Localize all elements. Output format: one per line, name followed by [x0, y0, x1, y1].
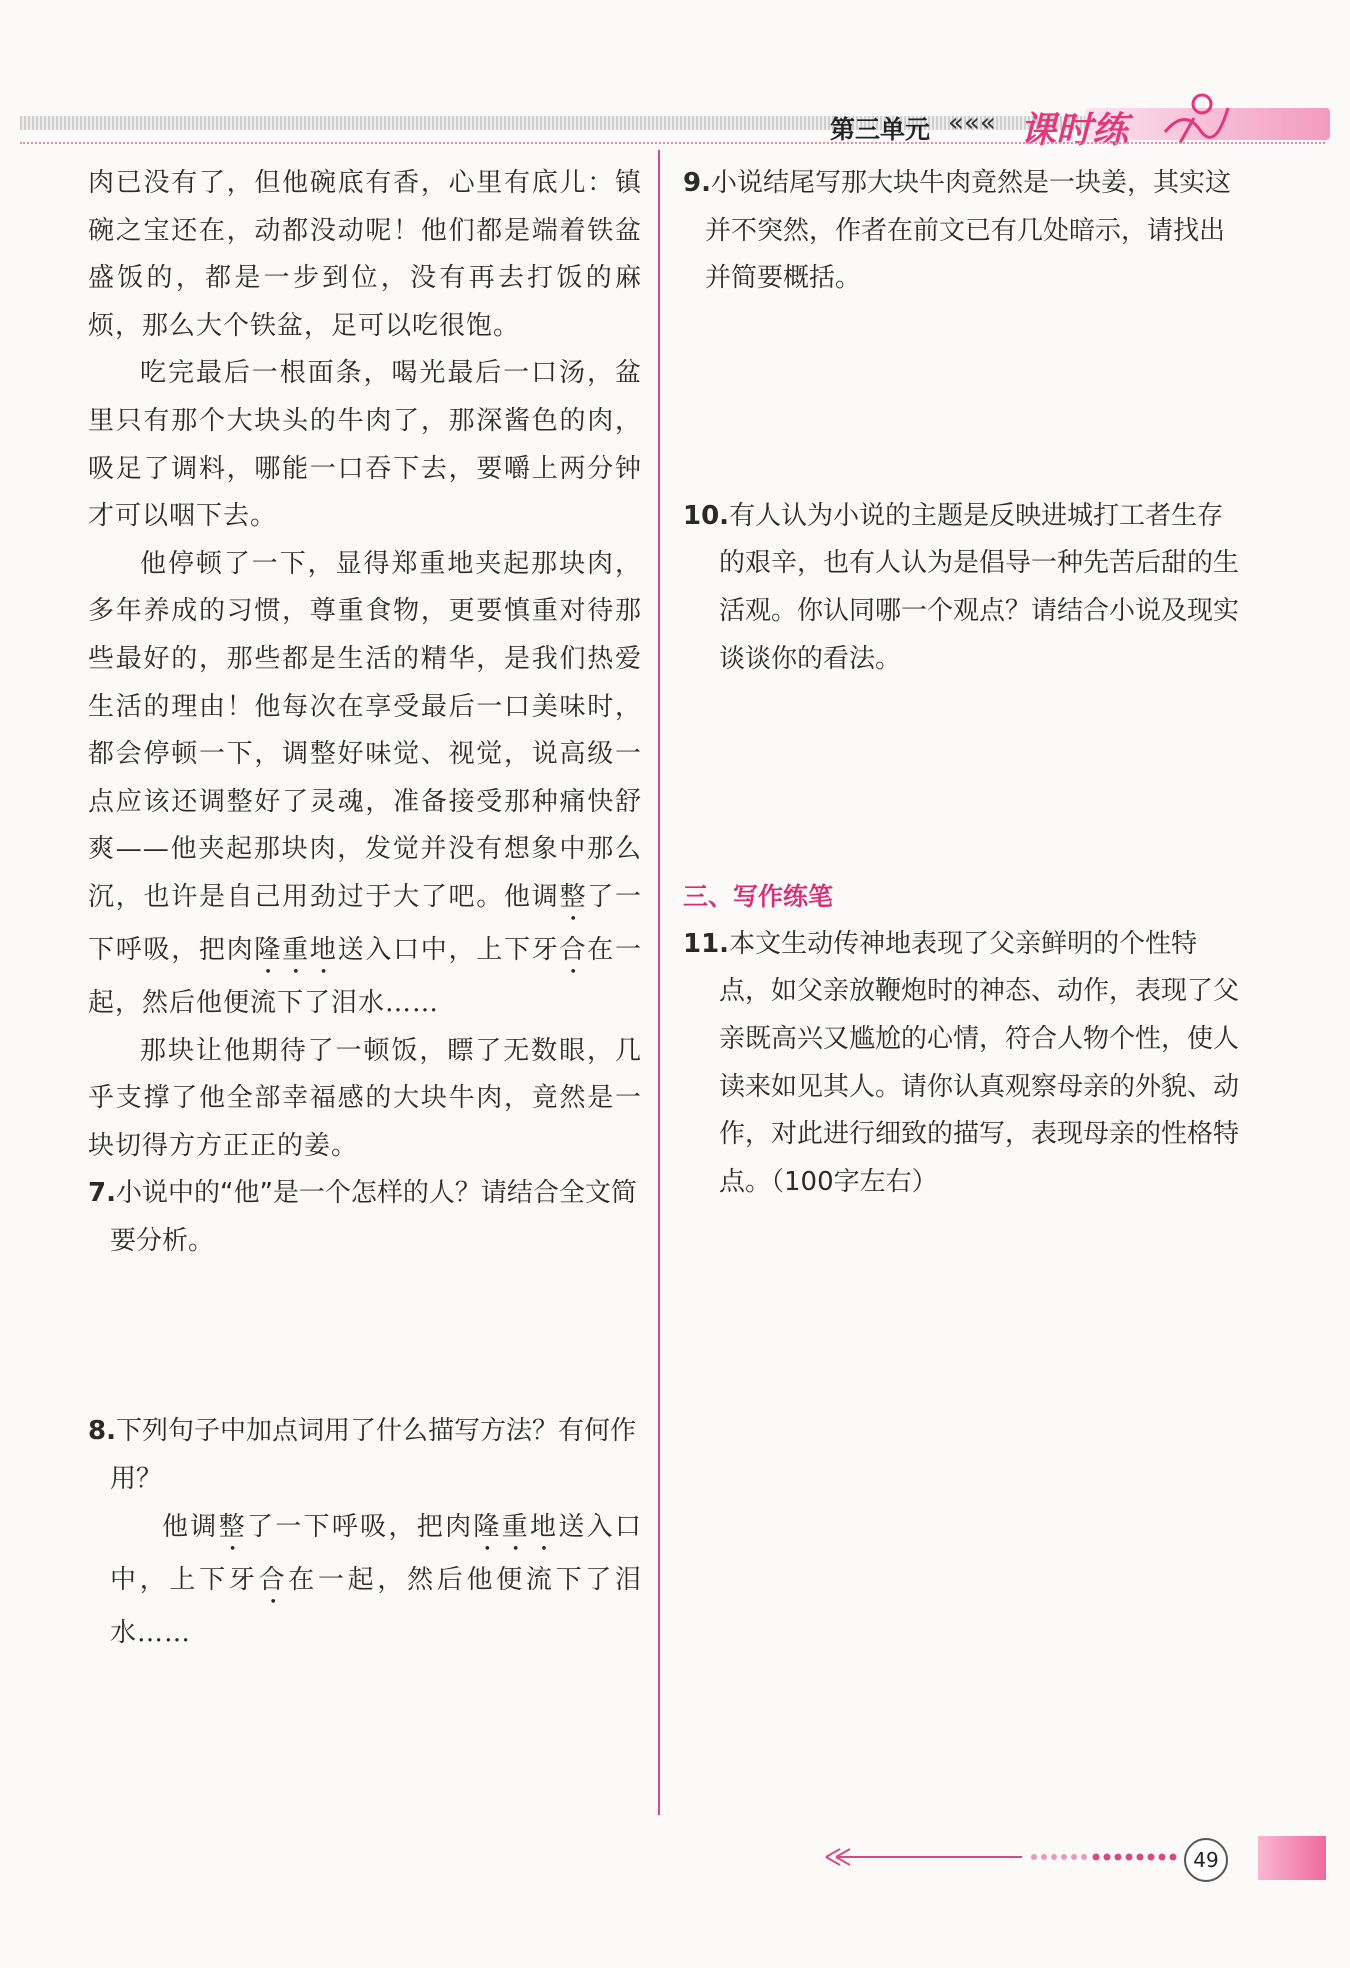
star-swirl-icon [1160, 88, 1230, 148]
q8-text-b: 了一下呼吸，把肉 [246, 1511, 474, 1542]
question-10-number: 10. [683, 500, 730, 531]
answer-space-9[interactable] [683, 303, 1243, 493]
question-7-number: 7. [88, 1178, 116, 1209]
question-7-text: 小说中的“他”是一个怎样的人？请结合全文简要分析。 [110, 1178, 637, 1256]
answer-space-11[interactable] [683, 1206, 1243, 1726]
question-9-text: 小说结尾写那大块牛肉竟然是一块姜，其实这并不突然，作者在前文已有几处暗示，请找出并简要概括。 [705, 168, 1231, 294]
story-paragraph-2: 吃完最后一根面条，喝光最后一口汤，盆里只有那个大块头的牛肉了，那深酱色的肉，吸足了调料，哪能一口吞下去，要嚼上两分钟才可以咽下去。 [88, 358, 642, 532]
footer-arrow-icon [822, 1846, 1182, 1868]
p3-text-b: 了一下呼吸，把肉 [88, 881, 642, 965]
p3-dotted-word-2: 隆重地 [254, 934, 338, 965]
unit-label: 第三单元 [830, 115, 931, 144]
p3-dotted-word-1: 整 [559, 881, 588, 912]
question-7 [88, 1170, 642, 1265]
q8-dotted-word-2: 隆重地 [473, 1511, 559, 1542]
question-9-number: 9. [683, 168, 711, 198]
question-11-text: 本文生动传神地表现了父亲鲜明的个性特点，如父亲放鞭炮时的神态、动作，表现了父亲既高兴又尴尬的心情，符合人物个性，使人读来如见其人。请你认真观察母亲的外貌、动作，对此进行细致的描写，表现母亲的性格特点。（100字左右） [719, 928, 1240, 1197]
q8-text-d: 在一起，然后他便流下了泪水…… [110, 1564, 642, 1648]
q8-dotted-word-1: 整 [218, 1511, 247, 1542]
story-paragraph-1: 肉已没有了，但他碗底有香，心里有底儿：镇碗之宝还在，动都没动呢！他们都是端着铁盆盛饭的，都是一步到位，没有再去打饭的麻烦，那么大个铁盆，足可以吃很饱。 [88, 168, 642, 341]
left-column [88, 160, 642, 1857]
question-8 [88, 1408, 642, 1503]
question-11-number: 11. [683, 928, 730, 959]
brand-title: 课时练 [1020, 110, 1129, 151]
answer-space-10[interactable] [683, 683, 1243, 873]
header-arrows: ««« [948, 108, 996, 138]
answer-space-7[interactable] [88, 1265, 642, 1408]
question-8-quote [88, 1504, 642, 1658]
question-10-text: 有人认为小说的主题是反映进城打工者生存的艰辛，也有人认为是倡导一种先苦后甜的生活观。你认同哪一个观点？请结合小说及现实谈谈你的看法。 [719, 500, 1240, 674]
p3-text-d: 在一起，然后他便流下了泪水…… [88, 934, 642, 1018]
question-11 [683, 921, 1243, 1207]
q8-text-c: 送入口中，上下牙 [110, 1511, 642, 1595]
q8-dotted-word-3: 合 [258, 1564, 289, 1595]
header-dotted-rule [20, 142, 1325, 144]
question-9 [683, 160, 1243, 303]
column-divider [658, 150, 660, 1815]
p3-dotted-word-3: 合 [559, 934, 588, 965]
story-paragraph-3 [88, 541, 642, 1028]
right-column [683, 160, 1243, 1726]
p3-text-a: 他停顿了一下，显得郑重地夹起那块肉，多年养成的习惯，尊重食物，更要慎重对待那些最好的，那些都是生活的精华，是我们热爱生活的理由！他每次在享受最后一口美味时，都会停顿一下，调整好味觉、视觉，说高级一点应该还调整好了灵魂，准备接受那种痛快舒爽——他夹起那块肉，发觉并没有想象中那么沉，也许是自己用劲过于大了吧。他调 [88, 548, 642, 912]
story-paragraph-4: 那块让他期待了一顿饭，瞟了无数眼，几乎支撑了他全部幸福感的大块牛肉，竟然是一块切得方方正正的姜。 [88, 1035, 642, 1161]
q8-text-a: 他调 [162, 1511, 219, 1542]
footer-pink-band [1258, 1836, 1326, 1880]
question-8-text: 下列句子中加点词用了什么描写方法？有何作用？ [110, 1416, 636, 1495]
p3-text-c: 送入口中，上下牙 [337, 934, 560, 965]
page-number: 49 [1184, 1838, 1228, 1882]
section-writing-practice: 三、写作练笔 [683, 882, 834, 912]
question-8-number: 8. [88, 1416, 116, 1447]
question-10 [683, 493, 1243, 683]
answer-space-8[interactable] [88, 1657, 642, 1857]
